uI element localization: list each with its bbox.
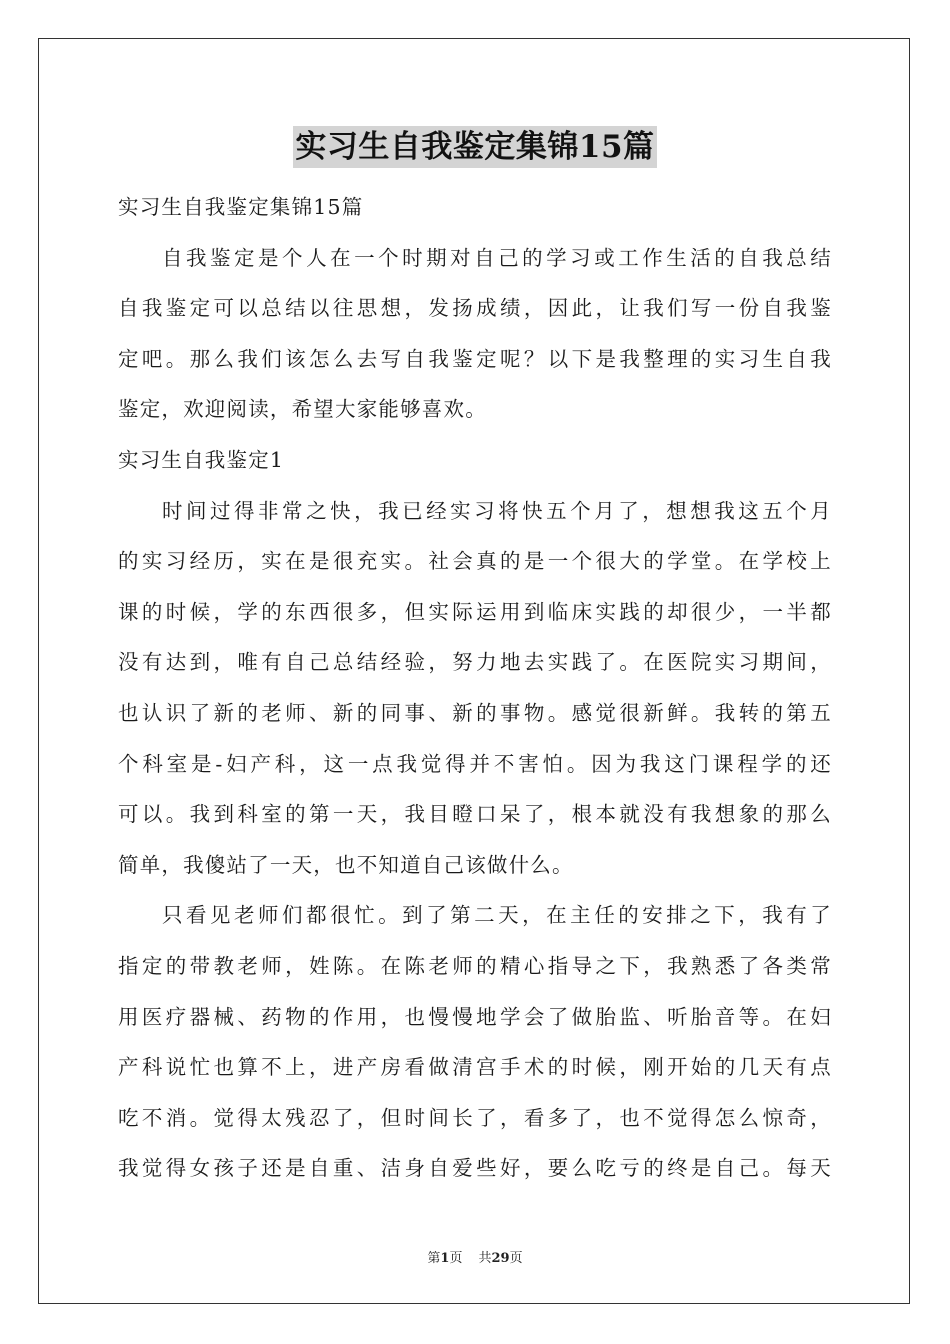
text-line: 没有达到，唯有自己总结经验，努力地去实践了。在医院实习期间， [118, 650, 832, 675]
text-line: 产科说忙也算不上，进产房看做清宫手术的时候，刚开始的几天有点 [118, 1055, 832, 1080]
text-line: 自我鉴定可以总结以往思想，发扬成绩，因此，让我们写一份自我鉴 [118, 296, 832, 321]
text-line: 可以。我到科室的第一天，我目瞪口呆了，根本就没有我想象的那么 [118, 802, 832, 827]
text-line: 鉴定，欢迎阅读，希望大家能够喜欢。 [118, 397, 487, 422]
total-suffix: 页 [509, 1251, 523, 1266]
page-suffix: 页 [449, 1251, 463, 1266]
text-line: 也认识了新的老师、新的同事、新的事物。感觉很新鲜。我转的第五 [118, 700, 832, 725]
text-line: 实习生自我鉴定集锦15篇 [118, 195, 364, 219]
text-line: 时间过得非常之快，我已经实习将快五个月了，想想我这五个月 [162, 498, 832, 523]
page-footer [0, 1247, 950, 1266]
text-line: 个科室是-妇产科，这一点我觉得并不害怕。因为我这门课程学的还 [118, 751, 832, 776]
total-prefix: 共 [478, 1251, 492, 1266]
text-line: 定吧。那么我们该怎么去写自我鉴定呢？以下是我整理的实习生自我 [118, 346, 832, 371]
text-line: 实习生自我鉴定1 [118, 447, 285, 472]
document-title: 实习生自我鉴定集锦15篇 [293, 126, 656, 168]
text-line: 我觉得女孩子还是自重、洁身自爱些好，要么吃亏的终是自己。每天 [118, 1156, 832, 1181]
page-prefix: 第 [427, 1251, 441, 1266]
text-line: 自我鉴定是个人在一个时期对自己的学习或工作生活的自我总结 [162, 245, 832, 270]
page-number: 1 [440, 1251, 450, 1266]
total-pages: 29 [491, 1251, 510, 1266]
text-line: 简单，我傻站了一天，也不知道自己该做什么。 [118, 852, 574, 877]
text-line: 只看见老师们都很忙。到了第二天，在主任的安排之下，我有了 [162, 903, 832, 928]
text-line: 吃不消。觉得太残忍了，但时间长了，看多了，也不觉得怎么惊奇， [118, 1105, 832, 1130]
title-container [0, 126, 950, 168]
document-body [118, 182, 832, 1194]
text-line: 的实习经历，实在是很充实。社会真的是一个很大的学堂。在学校上 [118, 549, 832, 574]
text-line: 用医疗器械、药物的作用，也慢慢地学会了做胎监、听胎音等。在妇 [118, 1004, 832, 1029]
text-line: 课的时候，学的东西很多，但实际运用到临床实践的却很少，一半都 [118, 599, 832, 624]
text-line: 指定的带教老师，姓陈。在陈老师的精心指导之下，我熟悉了各类常 [118, 953, 832, 978]
